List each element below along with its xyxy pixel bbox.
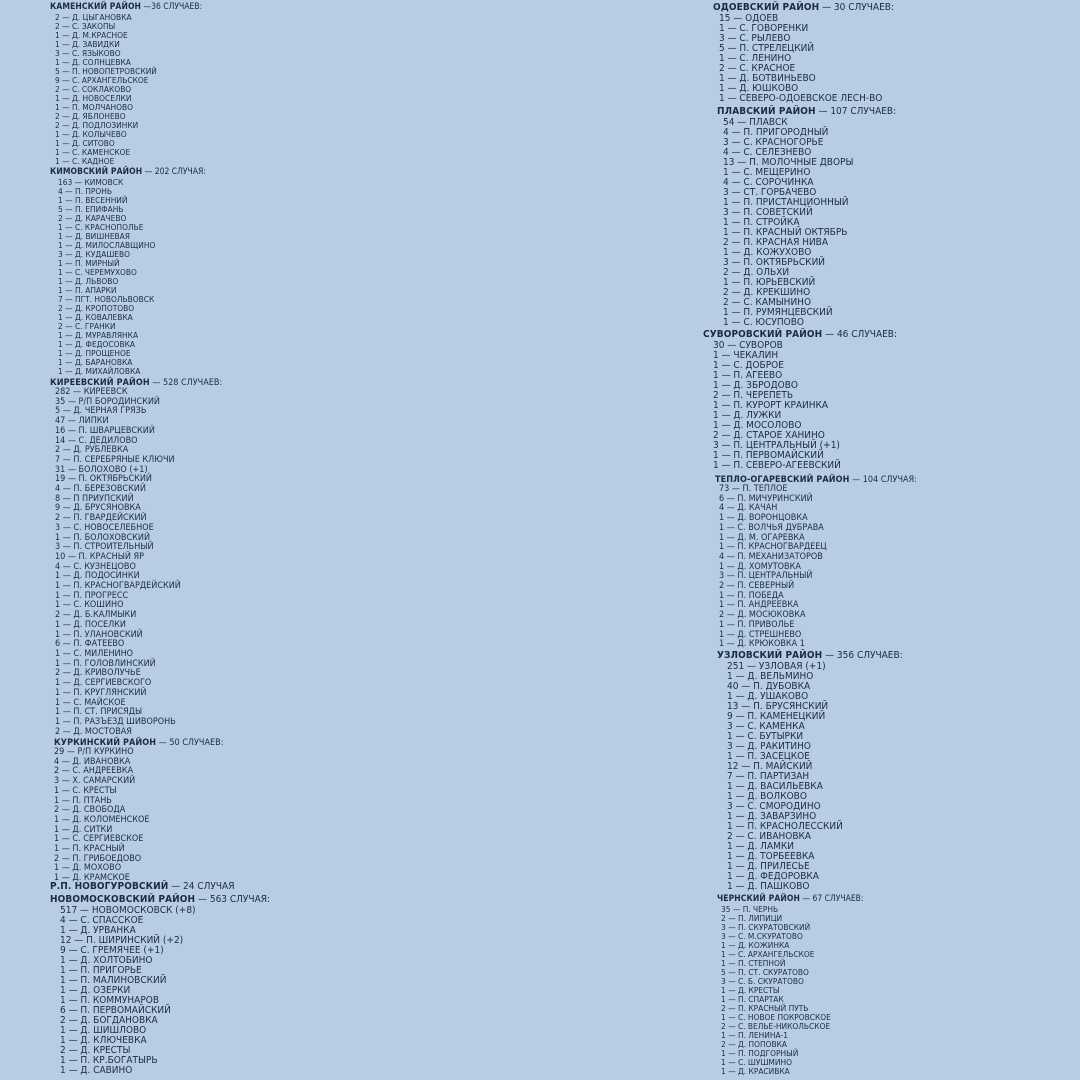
locality-item: 1 — С. ГОВОРЕНКИ xyxy=(719,22,809,34)
locality-item: 163 — КИМОВСК xyxy=(58,176,124,187)
locality-item: 1 — Д. БОТВИНЬЕВО xyxy=(719,72,816,84)
locality-item: 1 — С. ВОЛЧЬЯ ДУБРАВА xyxy=(719,522,824,533)
locality-item: 251 — УЗЛОВАЯ (+1) xyxy=(727,660,826,672)
locality-item: 2 — Д. ПОПОВКА xyxy=(721,1039,788,1050)
locality-item: 2 — П. СЕВЕРНЫЙ xyxy=(719,581,795,592)
locality-item: 15 — ОДОЕВ xyxy=(719,12,779,24)
locality-item: 2 — Д. ПОДЛОЗИНКИ xyxy=(55,120,139,131)
locality-item: 3 — П. СТРОИТЕЛЬНЫЙ xyxy=(55,542,154,553)
locality-item: 2 — П. ГВАРДЕЙСКИЙ xyxy=(55,513,147,524)
district-header xyxy=(50,895,530,906)
locality-item: 1 — П. ВЕСЕННИЙ xyxy=(58,194,128,205)
locality-item: 1 — Д. СИТКИ xyxy=(54,824,113,835)
locality-item: 16 — П. ШВАРЦЕВСКИЙ xyxy=(55,425,155,436)
locality-item: 2 — Д. ЦЫГАНОВКА xyxy=(55,11,132,22)
locality-item: 1 — П. КРАСНЫЙ ОКТЯБРЬ xyxy=(723,226,848,238)
locality-item: 1 — Д. МОСОЛОВО xyxy=(713,419,802,431)
district-count: — 104 СЛУЧАЯ: xyxy=(849,475,917,485)
locality-item: 2 — Д. КРЕКШИНО xyxy=(723,286,811,298)
district-count: —36 СЛУЧАЕВ: xyxy=(141,2,203,12)
locality-item: 2 — Д. Б.КАЛМЫКИ xyxy=(55,610,137,621)
district-header xyxy=(717,651,1063,662)
locality-item: 2 — Д. БОГДАНОВКА xyxy=(60,1014,158,1026)
district-count: — 202 СЛУЧАЯ: xyxy=(142,167,206,177)
locality-item: 1 — П. СТ. ПРИСЯДЫ xyxy=(55,707,143,718)
locality-item: 1 — П. КРУГЛЯНСКИЙ xyxy=(55,687,147,698)
locality-item: 1 — Д. КЛЮЧЕВКА xyxy=(60,1034,147,1046)
locality-item: 4 — С. СЕЛЕЗНЕВО xyxy=(723,146,812,158)
locality-item: 3 — П. СКУРАТОВСКИЙ xyxy=(721,921,811,932)
locality-item: 3 — Д. РАКИТИНО xyxy=(727,740,811,752)
locality-item: 3 — СТ. ГОРБАЧЕВО xyxy=(723,186,817,198)
locality-item: 1 — П. ЗАСЕЦКОЕ xyxy=(727,750,810,762)
locality-item: 1 — Д. КРЮКОВКА 1 xyxy=(719,639,805,650)
locality-item: 2 — Д. МОСТОВАЯ xyxy=(55,726,132,737)
locality-item: 1 — ЧЕКАЛИН xyxy=(713,349,779,361)
locality-item: 10 — П. КРАСНЫЙ ЯР xyxy=(55,551,144,562)
locality-item: 14 — С. ДЕДИЛОВО xyxy=(55,435,138,446)
locality-item: 3 — С. ЯЗЫКОВО xyxy=(55,47,121,58)
locality-item: 1 — Д. КОЛЫЧЕВО xyxy=(55,129,127,140)
district-title: УЗЛОВСКИЙ РАЙОН xyxy=(717,650,823,661)
locality-item: 1 — Д. М. ОГАРЕВКА xyxy=(719,532,805,543)
locality-item: 3 — П. ОКТЯБРЬСКИЙ xyxy=(723,256,826,268)
locality-item: 1 — Д. ЗБРОДОВО xyxy=(713,379,798,391)
locality-item: 7 — ПГТ. НОВОЛЬВОВСК xyxy=(58,294,155,305)
locality-item: 1 — Д. ФЕДОСОВКА xyxy=(58,339,135,350)
locality-item: 4 — С. СПАССКОЕ xyxy=(60,914,144,926)
locality-item: 1 — П. КОММУНАРОВ xyxy=(60,994,159,1006)
locality-item: 3 — П. ЦЕНТРАЛЬНЫЙ xyxy=(719,571,813,582)
locality-item: 1 — С. МИЛЕНИНО xyxy=(55,648,134,659)
locality-item: 54 — ПЛАВСК xyxy=(723,116,788,128)
locality-item: 1 — Д. ЛАМКИ xyxy=(727,840,794,852)
locality-item: 1 — Д. КОВАЛЕВКА xyxy=(58,312,133,323)
locality-item: 2 — П. ЛИПИЦИ xyxy=(721,912,783,923)
locality-item: 2 — Д. СТАРОЕ ХАНИНО xyxy=(713,429,825,441)
locality-item: 2 — Д. СВОБОДА xyxy=(54,805,126,816)
locality-item: 35 — П. ЧЕРНЬ xyxy=(721,903,779,914)
locality-item: 2 — Д. МОСЮКОВКА xyxy=(719,610,806,621)
locality-item: 1 — П. КРАСНОГВАРДЕЙСКИЙ xyxy=(55,581,181,592)
district-uzlovsky xyxy=(717,651,1063,892)
locality-item: 31 — БОЛОХОВО (+1) xyxy=(55,464,148,475)
locality-item: 1 — Д. ЗАВИДКИ xyxy=(55,38,120,49)
locality-item: 2 — С. КАМЫНИНО xyxy=(723,296,812,308)
locality-item: 517 — НОВОМОСКОВСК (+8) xyxy=(60,904,196,916)
locality-list xyxy=(717,118,1063,328)
locality-item: 1 — П. МАЛИНОВСКИЙ xyxy=(60,974,167,986)
locality-item: 1 — Д. СТРЕШНЕВО xyxy=(719,629,802,640)
locality-item: 2 — С. ВЕЛЬЕ-НИКОЛЬСКОЕ xyxy=(721,1021,831,1032)
locality-item: 1 — Д. ПАШКОВО xyxy=(727,880,810,892)
locality-item: 4 — С. КУЗНЕЦОВО xyxy=(55,561,136,572)
locality-item: 2 — Д. КАРАЧЕВО xyxy=(58,212,127,223)
locality-item: 40 — П. ДУБОВКА xyxy=(727,680,811,692)
locality-item: 1 — Д. СЕРГИЕВСКОГО xyxy=(55,678,152,689)
locality-item: 1 — П. АПАРКИ xyxy=(58,285,117,296)
locality-item: 1 — С. КОШИНО xyxy=(55,600,124,611)
locality-item: 2 — П. ГРИБОЕДОВО xyxy=(54,853,142,864)
locality-item: 3 — П. СОВЕТСКИЙ xyxy=(723,206,813,218)
district-header xyxy=(703,330,1063,341)
locality-item: 1 — Д. ХОМУТОВКА xyxy=(719,561,801,572)
locality-item: 2 — П. КРАСНЫЙ ПУТЬ xyxy=(721,1003,809,1014)
locality-item: 1 — Д. ПРИЛЕСЬЕ xyxy=(727,860,810,872)
district-title: КИМОВСКИЙ РАЙОН xyxy=(50,167,143,177)
district-title: СУВОРОВСКИЙ РАЙОН xyxy=(703,329,823,340)
district-header xyxy=(50,882,530,893)
locality-item: 1 — Д. ТОРБЕЕВКА xyxy=(727,850,815,862)
locality-item: 73 — П. ТЕПЛОЕ xyxy=(719,484,788,494)
locality-item: 1 — Д. ВЕЛЬМИНО xyxy=(727,670,814,682)
district-title: ЧЕРНСКИЙ РАЙОН xyxy=(717,894,800,904)
locality-item: 1 — П. ПОБЕДА xyxy=(719,590,784,601)
locality-item: 1 — Д. НОВОСЕЛКИ xyxy=(55,92,132,103)
district-title: ОДОЕВСКИЙ РАЙОН xyxy=(713,2,820,13)
locality-item: 2 — С. ГРАНКИ xyxy=(58,321,116,332)
locality-item: 8 — П ПРИУПСКИЙ xyxy=(55,493,134,504)
locality-item: 4 — П. ПРОНЬ xyxy=(58,185,113,196)
locality-item: 4 — Д. КАЧАН xyxy=(719,503,778,514)
locality-item: 1 — С. СЕРГИЕВСКОЕ xyxy=(54,834,144,845)
district-title: КУРКИНСКИЙ РАЙОН xyxy=(54,738,157,748)
locality-item: 1 — П. БОЛОХОВСКИЙ xyxy=(55,532,151,543)
locality-item: 1 — Д. УШАКОВО xyxy=(727,690,809,702)
locality-item: 2 — С. КРАСНОЕ xyxy=(719,62,796,74)
locality-item: 2 — Д. КРЕСТЫ xyxy=(60,1044,131,1056)
locality-item: 1 — СЕВЕРО-ОДОЕВСКОЕ ЛЕСН-ВО xyxy=(719,92,883,104)
locality-item: 1 — П. КРАСНЫЙ xyxy=(54,844,125,855)
locality-item: 1 — Д. М.КРАСНОЕ xyxy=(55,29,128,40)
locality-item: 1 — Д. ФЕДОРОВКА xyxy=(727,870,819,882)
locality-item: 3 — П. ЦЕНТРАЛЬНЫЙ (+1) xyxy=(713,439,840,451)
locality-list xyxy=(717,905,1063,1077)
locality-item: 5 — П. ЕПИФАНЬ xyxy=(58,203,124,214)
locality-item: 282 — КИРЕЕВСК xyxy=(55,387,128,397)
locality-item: 2 — П. ЧЕРЕПЕТЬ xyxy=(713,389,793,401)
district-count: — 356 СЛУЧАЕВ: xyxy=(822,650,903,661)
locality-item: 1 — Д. МОХОВО xyxy=(54,863,122,874)
locality-item: 1 — Д. ЮШКОВО xyxy=(719,82,799,94)
locality-item: 1 — С. АРХАНГЕЛЬСКОЕ xyxy=(721,948,815,959)
locality-item: 2 — С. АНДРЕЕВКА xyxy=(54,766,134,777)
locality-item: 1 — П. ЮРЬЕВСКИЙ xyxy=(723,276,816,288)
district-chernsky xyxy=(717,895,1063,1076)
district-header xyxy=(713,3,1063,14)
district-novomoskovsky xyxy=(50,895,530,1076)
locality-item: 3 — С. РЫЛЕВО xyxy=(719,32,791,44)
locality-list xyxy=(713,14,1063,104)
locality-item: 1 — Д. ПРОЩЕНОЕ xyxy=(58,348,131,359)
locality-item: 2 — Д. КРОПОТОВО xyxy=(58,303,135,314)
locality-list xyxy=(715,485,1063,650)
locality-item: 1 — П. ГОЛОВЛИНСКИЙ xyxy=(55,658,156,669)
locality-item: 1 — П. РУМЯНЦЕВСКИЙ xyxy=(723,306,833,318)
locality-item: 12 — П. МАЙСКИЙ xyxy=(727,760,813,772)
district-kireevsky xyxy=(50,378,530,737)
locality-item: 1 — Д. КОЖИНКА xyxy=(721,939,790,950)
locality-item: 1 — С. ШУШМИНО xyxy=(721,1057,792,1068)
locality-item: 13 — П. МОЛОЧНЫЕ ДВОРЫ xyxy=(723,156,854,168)
locality-item: 6 — П. ПЕРВОМАЙСКИЙ xyxy=(60,1004,171,1016)
locality-item: 1 — П. МИРНЫЙ xyxy=(58,257,120,268)
district-novogurovsky xyxy=(50,882,530,893)
district-kimovsky xyxy=(50,168,530,377)
locality-item: 1 — Д. ЛУЖКИ xyxy=(713,409,782,421)
locality-item: 1 — П. КРАСНОГВАРДЕЕЦ xyxy=(719,542,827,553)
district-plavsky xyxy=(717,107,1063,328)
district-title: ПЛАВСКИЙ РАЙОН xyxy=(717,106,816,117)
locality-item: 1 — Д. ВОЛКОВО xyxy=(727,790,807,802)
locality-item: 1 — П. КРАСНОЛЕССКИЙ xyxy=(727,820,843,832)
locality-item: 7 — П. СЕРЕБРЯНЫЕ КЛЮЧИ xyxy=(55,454,175,465)
locality-item: 1 — П. СТРОЙКА xyxy=(723,216,800,228)
locality-item: 1 — С. МАЙСКОЕ xyxy=(55,697,126,708)
district-count: — 30 СЛУЧАЕВ: xyxy=(819,2,894,13)
locality-item: 3 — С. КРАСНОГОРЬЕ xyxy=(723,136,824,148)
locality-item: 2 — Д. КРИВОЛУЧЬЕ xyxy=(55,668,141,679)
locality-item: 9 — П. КАМЕНЕЦКИЙ xyxy=(727,710,826,722)
locality-item: 47 — ЛИПКИ xyxy=(55,416,109,427)
locality-list xyxy=(50,178,530,377)
locality-item: 1 — Д. СОЛНЦЕВКА xyxy=(55,56,131,67)
locality-item: 2 — С. СОКЛАКОВО xyxy=(55,83,132,94)
locality-item: 1 — Д. ОЗЕРКИ xyxy=(60,984,131,996)
locality-item: 1 — Д. КРЕСТЫ xyxy=(721,984,780,995)
locality-item: 1 — Д. МИЛОСЛАВЩИНО xyxy=(58,239,156,250)
locality-item: 3 — С. М.СКУРАТОВО xyxy=(721,930,803,941)
locality-item: 7 — П. ПАРТИЗАН xyxy=(727,770,810,782)
locality-item: 4 — С. СОРОЧИНКА xyxy=(723,176,814,188)
locality-item: 3 — С. НОВОСЕЛЕБНОЕ xyxy=(55,522,154,533)
locality-list xyxy=(50,13,530,167)
locality-item: 2 — С. ЗАКОПЫ xyxy=(55,20,116,31)
locality-item: 1 — С. БУТЫРКИ xyxy=(727,730,804,742)
locality-item: 1 — П. ПРИСТАНЦИОННЫЙ xyxy=(723,196,849,208)
locality-item: 1 — С. ЮСУПОВО xyxy=(723,316,805,328)
locality-item: 1 — П. ПОДГОРНЫЙ xyxy=(721,1048,799,1059)
locality-item: 3 — Х. САМАРСКИЙ xyxy=(54,776,136,787)
locality-item: 1 — Д. УРВАНКА xyxy=(60,924,136,936)
locality-item: 5 — П. СТРЕЛЕЦКИЙ xyxy=(719,42,815,54)
district-kurkinsky xyxy=(54,738,530,884)
locality-list xyxy=(50,906,530,1076)
locality-item: 2 — Д. ОЛЬХИ xyxy=(723,266,790,278)
locality-item: 1 — П. МОЛЧАНОВО xyxy=(55,101,133,112)
locality-item: 1 — П. СПАРТАК xyxy=(721,993,784,1004)
locality-item: 1 — П. ПРОГРЕСС xyxy=(55,590,129,601)
locality-item: 1 — С. КРЕСТЫ xyxy=(54,785,117,796)
locality-item: 9 — С. ГРЕМЯЧЕЕ (+1) xyxy=(60,944,164,956)
district-count: — 528 СЛУЧАЕВ: xyxy=(149,378,223,388)
locality-item: 5 — Д. ЧЕРНАЯ ГРЯЗЬ xyxy=(55,406,147,417)
locality-item: 1 — С. КАДНОЕ xyxy=(55,156,115,167)
locality-item: 1 — С. КАМЕНСКОЕ xyxy=(55,147,131,158)
locality-item: 1 — Д. ВАСИЛЬЕВКА xyxy=(727,780,823,792)
locality-item: 1 — П. ЛЕНИНА-1 xyxy=(721,1030,788,1041)
locality-item: 3 — С. СМОРОДИНО xyxy=(727,800,821,812)
locality-item: 5 — П. СТ. СКУРАТОВО xyxy=(721,966,809,977)
locality-item: 3 — С. Б. СКУРАТОВО xyxy=(721,975,804,986)
district-count: — 50 СЛУЧАЕВ: xyxy=(156,738,224,748)
district-title: КАМЕНСКИЙ РАЙОН xyxy=(50,2,142,12)
district-title: НОВОМОСКОВСКИЙ РАЙОН xyxy=(50,894,196,905)
locality-list xyxy=(50,388,530,737)
locality-item: 6 — П. ФАТЕЕВО xyxy=(55,639,125,650)
locality-item: 1 — П. ПТАНЬ xyxy=(54,795,112,806)
locality-item: 1 — Д. ВИШНЕВАЯ xyxy=(58,230,130,241)
locality-item: 1 — Д. БАРАНОВКА xyxy=(58,357,133,368)
locality-list xyxy=(703,341,1063,471)
locality-item: 1 — Д. ПОДОСИНКИ xyxy=(55,571,140,582)
locality-item: 5 — П. НОВОПЕТРОВСКИЙ xyxy=(55,65,157,76)
locality-item: 12 — П. ШИРИНСКИЙ (+2) xyxy=(60,934,184,946)
district-count: — 67 СЛУЧАЕВ: xyxy=(799,894,864,904)
locality-item: 1 — П. СЕВЕРО-АГЕЕВСКИЙ xyxy=(713,459,841,471)
locality-item: 9 — Д. БРУСЯНОВКА xyxy=(55,503,141,514)
locality-item: 35 — Р/П БОРОДИНСКИЙ xyxy=(55,396,160,407)
locality-item: 4 — П. МЕХАНИЗАТОРОВ xyxy=(719,551,823,562)
locality-item: 1 — П. РАЗЪЕЗД ШИВОРОНЬ xyxy=(55,716,176,727)
district-teplo-ogarevsky xyxy=(715,475,1063,650)
locality-item: 30 — СУВОРОВ xyxy=(713,339,783,351)
locality-list xyxy=(717,662,1063,892)
locality-item: 1 — Д. ПОСЕЛКИ xyxy=(55,619,126,630)
locality-item: 29 — Р/П КУРКИНО xyxy=(54,747,134,757)
locality-item: 4 — П. БЕРЕЗОВСКИЙ xyxy=(55,484,146,495)
locality-item: 1 — С. ЛЕНИНО xyxy=(719,52,792,64)
locality-item: 1 — П. ПРИВОЛЬЕ xyxy=(719,619,795,630)
district-title: ТЕПЛО-ОГАРЕВСКИЙ РАЙОН xyxy=(715,475,850,485)
locality-item: 1 — Д. КРАСИВКА xyxy=(721,1066,790,1077)
locality-item: 2 — Д. РУБЛЕВКА xyxy=(55,445,129,456)
locality-item: 1 — П. АГЕЕВО xyxy=(713,369,783,381)
locality-item: 1 — С. НОВОЕ ПОКРОВСКОЕ xyxy=(721,1012,831,1023)
locality-item: 3 — С. КАМЕНКА xyxy=(727,720,805,732)
district-kamensky xyxy=(50,3,530,166)
locality-item: 1 — Д. КРАМСКОЕ xyxy=(54,873,130,884)
locality-item: 1 — Д. СИТОВО xyxy=(55,138,115,149)
locality-item: 2 — П. КРАСНАЯ НИВА xyxy=(723,236,829,248)
locality-item: 1 — С. ДОБРОЕ xyxy=(713,359,784,371)
locality-item: 1 — Д. ХОЛТОБИНО xyxy=(60,954,153,966)
district-title: Р.П. НОВОГУРОВСКИЙ xyxy=(50,881,169,892)
district-count: — 46 СЛУЧАЕВ: xyxy=(822,329,898,340)
locality-list xyxy=(54,748,530,884)
locality-item: 6 — П. МИЧУРИНСКИЙ xyxy=(719,493,813,504)
locality-item: 4 — П. ПРИГОРОДНЫЙ xyxy=(723,126,829,138)
locality-item: 1 — Д. ШИШЛОВО xyxy=(60,1024,147,1036)
locality-item: 1 — Д. КОЖУХОВО xyxy=(723,246,812,258)
locality-item: 2 — С. ИВАНОВКА xyxy=(727,830,812,842)
district-count: — 107 СЛУЧАЕВ: xyxy=(815,106,897,117)
locality-item: 1 — П. КУРОРТ КРАИНКА xyxy=(713,399,829,411)
district-title: КИРЕЕВСКИЙ РАЙОН xyxy=(50,378,150,388)
district-suvorovsky xyxy=(703,330,1063,471)
district-odoevsky xyxy=(713,3,1063,104)
locality-item: 1 — Д. САВИНО xyxy=(60,1064,133,1076)
locality-item: 2 — Д. ЯБЛОНЕВО xyxy=(55,111,126,122)
locality-item: 1 — Д. ВОРОНЦОВКА xyxy=(719,513,808,524)
locality-item: 1 — С. ЧЕРЕМУХОВО xyxy=(58,266,137,277)
locality-item: 1 — Д. ЗАВАРЗИНО xyxy=(727,810,817,822)
locality-item: 1 — П. ПРИГОРЬЕ xyxy=(60,964,142,976)
district-header xyxy=(717,107,1063,118)
locality-item: 9 — С. АРХАНГЕЛЬСКОЕ xyxy=(55,74,149,85)
locality-item: 1 — Д. МИХАЙЛОВКА xyxy=(58,366,141,377)
locality-item: 19 — П. ОКТЯБРЬСКИЙ xyxy=(55,474,152,485)
locality-item: 1 — П. АНДРЕЕВКА xyxy=(719,600,799,611)
district-count: — 563 СЛУЧАЯ: xyxy=(195,894,271,905)
locality-item: 1 — П. КР.БОГАТЫРЬ xyxy=(60,1054,158,1066)
locality-item: 1 — П. УЛАНОВСКИЙ xyxy=(55,629,143,640)
locality-item: 1 — С. МЕЩЕРИНО xyxy=(723,166,811,178)
locality-item: 4 — Д. ИВАНОВКА xyxy=(54,756,131,767)
district-count: — 24 СЛУЧАЯ xyxy=(168,881,235,892)
locality-item: 13 — П. БРУСЯНСКИЙ xyxy=(727,700,829,712)
locality-item: 1 — Д. КОЛОМЕНСКОЕ xyxy=(54,814,150,825)
locality-item: 1 — П. ПЕРВОМАЙСКИЙ xyxy=(713,449,824,461)
locality-item: 1 — Д. ЛЬВОВО xyxy=(58,276,119,287)
locality-item: 3 — Д. КУДАШЕВО xyxy=(58,248,131,259)
locality-item: 1 — П. СТЕПНОЙ xyxy=(721,957,786,968)
locality-item: 1 — Д. МУРАВЛЯНКА xyxy=(58,330,139,341)
locality-item: 1 — С. КРАСНОПОЛЬЕ xyxy=(58,221,144,232)
